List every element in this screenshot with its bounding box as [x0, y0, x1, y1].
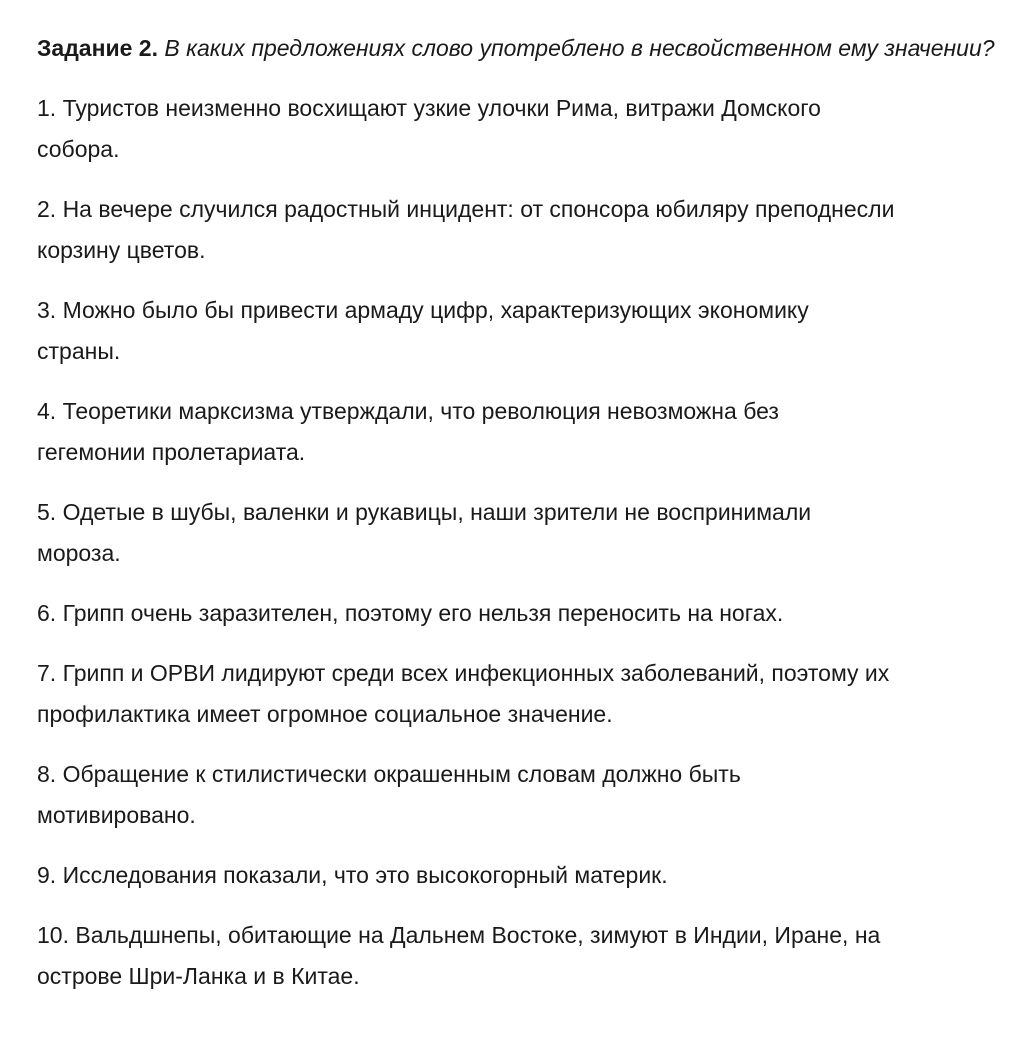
sentence-item-6: 6. Грипп очень заразителен, поэтому его нельзя переносить на ногах.: [37, 600, 784, 626]
task-heading: [37, 28, 997, 69]
sentence-item-7: 7. Грипп и ОРВИ лидируют среди всех инфекционных заболеваний, поэтому их профилактика имеет огромное социальное значение.: [37, 660, 890, 727]
sentence-item-10: 10. Вальдшнепы, обитающие на Дальнем Востоке, зимуют в Индии, Иране, на острове Шри-Ланка и в Китае.: [37, 922, 881, 989]
sentence-item-2: 2. На вечере случился радостный инцидент: от спонсора юбиляру преподнесли корзину цветов.: [37, 196, 895, 263]
sentence-item-1: 1. Туристов неизменно восхищают узкие улочки Рима, витражи Домского собора.: [37, 95, 821, 162]
sentence-item-3: 3. Можно было бы привести армаду цифр, характеризующих экономику страны.: [37, 297, 809, 364]
document-page: [37, 28, 997, 1016]
sentence-item-5: 5. Одетые в шубы, валенки и рукавицы, наши зрители не воспринимали мороза.: [37, 499, 812, 566]
task-question: В каких предложениях слово употреблено в несвойственном ему значении?: [164, 35, 995, 61]
sentence-item-9: 9. Исследования показали, что это высокогорный материк.: [37, 862, 668, 888]
sentence-item-8: 8. Обращение к стилистически окрашенным словам должно быть мотивировано.: [37, 761, 741, 828]
task-label: Задание 2.: [37, 35, 158, 61]
sentence-item-4: 4. Теоретики марксизма утверждали, что революция невозможна без гегемонии пролетариата.: [37, 398, 779, 465]
